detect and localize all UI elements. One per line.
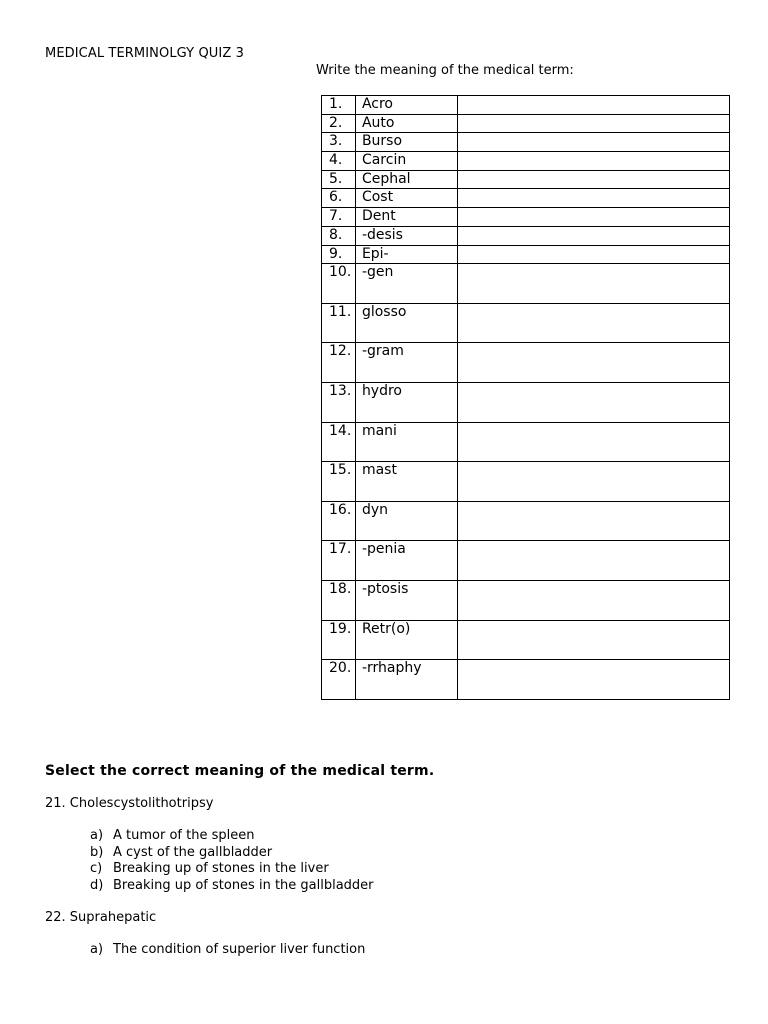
term-cell: Retr(o) — [355, 620, 457, 660]
term-cell: Epi- — [355, 245, 457, 264]
row-number: 19. — [322, 620, 356, 660]
option-text: Breaking up of stones in the liver — [113, 861, 329, 876]
term-cell: Acro — [355, 96, 457, 115]
row-number: 3. — [322, 133, 356, 152]
answer-cell[interactable] — [457, 462, 729, 502]
row-number: 10. — [322, 264, 356, 304]
row-number: 1. — [322, 96, 356, 115]
table-row — [322, 245, 730, 264]
option-text: The condition of superior liver function — [113, 942, 366, 957]
answer-cell[interactable] — [457, 152, 729, 171]
term-cell: -desis — [355, 226, 457, 245]
option-letter: c) — [90, 861, 103, 876]
option-a[interactable] — [90, 942, 365, 959]
options-list — [90, 828, 374, 894]
term-cell: Cost — [355, 189, 457, 208]
option-d[interactable] — [90, 878, 374, 895]
term-cell: mani — [355, 422, 457, 462]
table-row — [322, 303, 730, 343]
table-row — [322, 152, 730, 171]
answer-cell[interactable] — [457, 580, 729, 620]
question-22: 22. Suprahepatic — [45, 910, 157, 925]
option-letter: a) — [90, 942, 104, 957]
term-cell: Dent — [355, 208, 457, 227]
answer-cell[interactable] — [457, 245, 729, 264]
term-cell: -rrhaphy — [355, 660, 457, 700]
term-cell: -gram — [355, 343, 457, 383]
table-row — [322, 208, 730, 227]
term-cell: Cephal — [355, 170, 457, 189]
term-cell: Auto — [355, 114, 457, 133]
table-row — [322, 114, 730, 133]
answer-cell[interactable] — [457, 303, 729, 343]
instruction-text: Write the meaning of the medical term: — [316, 63, 574, 78]
term-cell: mast — [355, 462, 457, 502]
row-number: 20. — [322, 660, 356, 700]
option-text: A tumor of the spleen — [113, 828, 255, 843]
row-number: 9. — [322, 245, 356, 264]
table-row — [322, 422, 730, 462]
row-number: 5. — [322, 170, 356, 189]
terms-table — [321, 95, 730, 700]
option-letter: a) — [90, 828, 104, 843]
term-cell: dyn — [355, 501, 457, 541]
quiz-title: MEDICAL TERMINOLGY QUIZ 3 — [45, 46, 244, 61]
row-number: 2. — [322, 114, 356, 133]
term-cell: Carcin — [355, 152, 457, 171]
table-row — [322, 264, 730, 304]
table-row — [322, 541, 730, 581]
term-cell: -ptosis — [355, 580, 457, 620]
term-cell: -gen — [355, 264, 457, 304]
row-number: 11. — [322, 303, 356, 343]
answer-cell[interactable] — [457, 170, 729, 189]
option-c[interactable] — [90, 861, 374, 878]
option-text: A cyst of the gallbladder — [113, 844, 273, 860]
answer-cell[interactable] — [457, 382, 729, 422]
answer-cell[interactable] — [457, 620, 729, 660]
table-row — [322, 170, 730, 189]
row-number: 15. — [322, 462, 356, 502]
term-cell: -penia — [355, 541, 457, 581]
row-number: 12. — [322, 343, 356, 383]
table-row — [322, 133, 730, 152]
table-row — [322, 660, 730, 700]
option-text: Breaking up of stones in the gallbladder — [113, 877, 374, 893]
term-cell: Burso — [355, 133, 457, 152]
row-number: 6. — [322, 189, 356, 208]
row-number: 4. — [322, 152, 356, 171]
answer-cell[interactable] — [457, 96, 729, 115]
table-row — [322, 580, 730, 620]
answer-cell[interactable] — [457, 114, 729, 133]
row-number: 17. — [322, 541, 356, 581]
answer-cell[interactable] — [457, 208, 729, 227]
row-number: 16. — [322, 501, 356, 541]
term-cell: glosso — [355, 303, 457, 343]
answer-cell[interactable] — [457, 133, 729, 152]
section-heading: Select the correct meaning of the medical term. — [45, 763, 435, 779]
answer-cell[interactable] — [457, 226, 729, 245]
answer-cell[interactable] — [457, 501, 729, 541]
table-row — [322, 382, 730, 422]
option-a[interactable] — [90, 828, 374, 845]
term-cell: hydro — [355, 382, 457, 422]
question-21: 21. Cholescystolithotripsy — [45, 796, 214, 811]
answer-cell[interactable] — [457, 422, 729, 462]
option-letter: b) — [90, 844, 104, 860]
table-row — [322, 96, 730, 115]
table-row — [322, 343, 730, 383]
answer-cell[interactable] — [457, 189, 729, 208]
table-row — [322, 620, 730, 660]
row-number: 18. — [322, 580, 356, 620]
row-number: 14. — [322, 422, 356, 462]
row-number: 13. — [322, 382, 356, 422]
row-number: 8. — [322, 226, 356, 245]
table-row — [322, 189, 730, 208]
answer-cell[interactable] — [457, 264, 729, 304]
options-list — [90, 942, 365, 959]
answer-cell[interactable] — [457, 541, 729, 581]
answer-cell[interactable] — [457, 660, 729, 700]
option-letter: d) — [90, 877, 104, 893]
row-number: 7. — [322, 208, 356, 227]
option-b[interactable] — [90, 845, 374, 862]
answer-cell[interactable] — [457, 343, 729, 383]
table-row — [322, 226, 730, 245]
table-row — [322, 501, 730, 541]
table-row — [322, 462, 730, 502]
